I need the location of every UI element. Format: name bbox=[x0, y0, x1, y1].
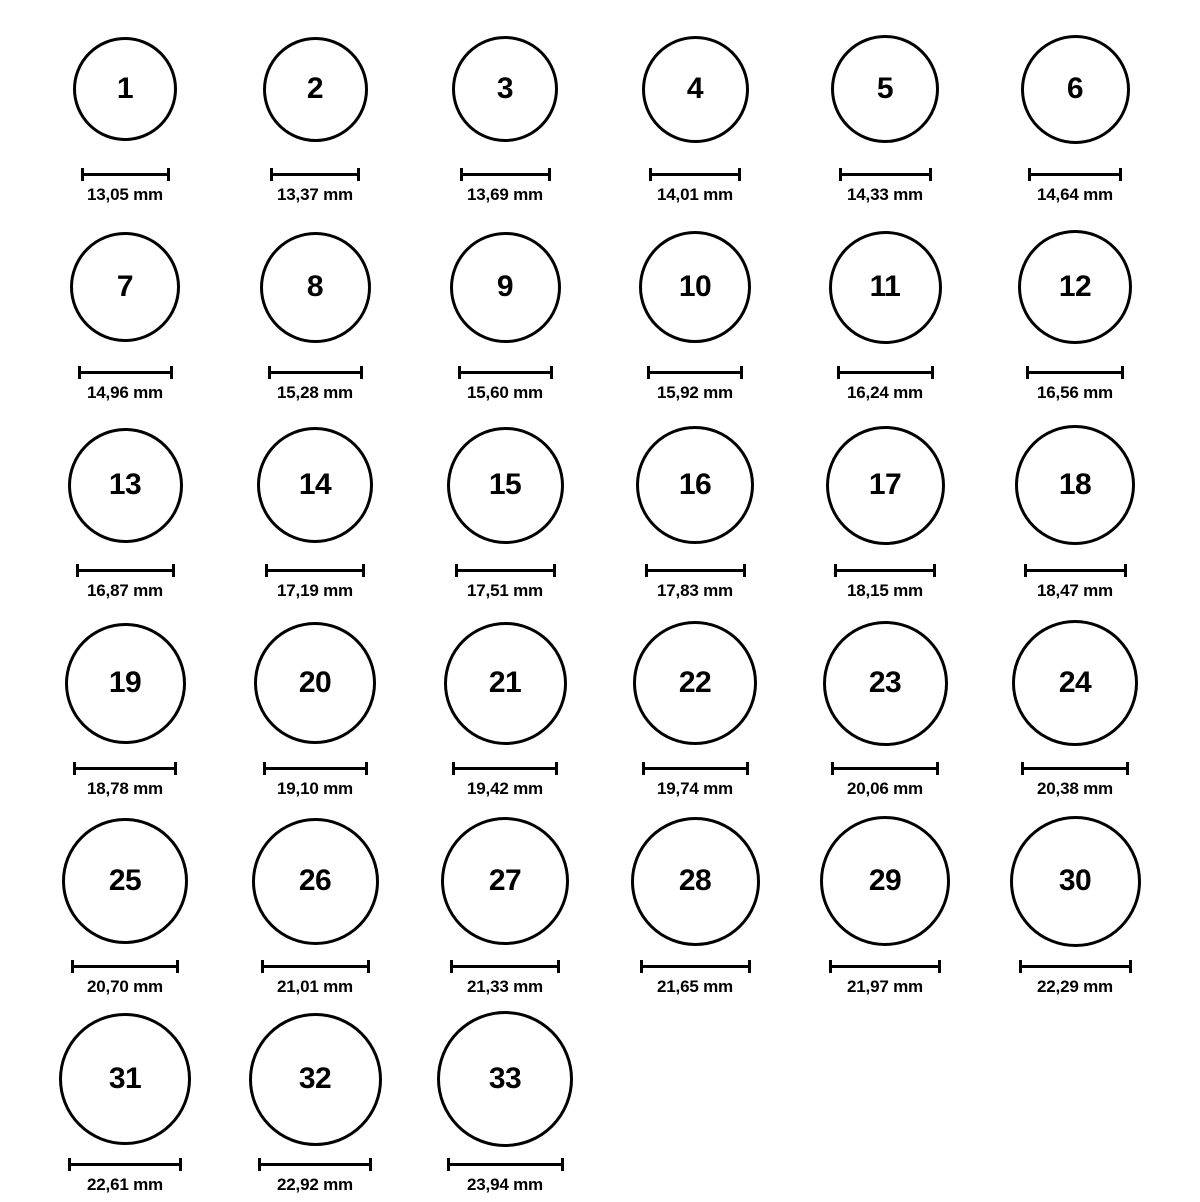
dimension-cap-left-icon bbox=[1021, 762, 1024, 775]
ring-size-label: 23 bbox=[868, 666, 902, 699]
ring-diameter-text: 19,42 mm bbox=[467, 779, 543, 798]
dimension-cap-left-icon bbox=[265, 564, 268, 577]
ring-diameter-text: 20,70 mm bbox=[87, 977, 163, 996]
ring-dimension bbox=[78, 366, 173, 403]
dimension-cap-left-icon bbox=[81, 168, 84, 181]
dimension-cap-left-icon bbox=[73, 762, 76, 775]
dimension-cap-right-icon bbox=[938, 960, 941, 973]
ring-diameter-text: 14,01 mm bbox=[657, 185, 733, 204]
dimension-line-icon bbox=[447, 1158, 564, 1170]
ring-size-label: 4 bbox=[686, 72, 704, 105]
ring-size-label: 32 bbox=[298, 1062, 332, 1095]
dimension-line-icon bbox=[71, 960, 179, 972]
ring-circle-icon bbox=[254, 622, 376, 744]
dimension-cap-right-icon bbox=[1121, 366, 1124, 379]
ring-size-label: 7 bbox=[116, 270, 134, 303]
dimension-cap-right-icon bbox=[179, 1158, 182, 1171]
ring-diameter-text: 20,38 mm bbox=[1037, 779, 1113, 798]
dimension-cap-right-icon bbox=[748, 960, 751, 973]
dimension-line-icon bbox=[73, 762, 177, 774]
dimension-cap-right-icon bbox=[929, 168, 932, 181]
dimension-cap-right-icon bbox=[1124, 564, 1127, 577]
ring-dimension bbox=[1024, 564, 1127, 601]
ring-diameter-text: 21,01 mm bbox=[277, 977, 353, 996]
ring-circle-wrap bbox=[252, 806, 379, 956]
ring-size-cell bbox=[410, 212, 600, 410]
dimension-cap-right-icon bbox=[553, 564, 556, 577]
ring-size-label: 29 bbox=[868, 864, 902, 897]
dimension-cap-left-icon bbox=[71, 960, 74, 973]
ring-circle-wrap bbox=[249, 1004, 382, 1154]
ring-size-cell bbox=[600, 608, 790, 806]
ring-circle-icon bbox=[70, 232, 180, 342]
ring-size-cell bbox=[410, 806, 600, 1004]
ring-circle-wrap bbox=[447, 410, 564, 560]
ring-circle-wrap bbox=[257, 410, 373, 560]
ring-circle-wrap bbox=[1015, 410, 1135, 560]
ring-circle-wrap bbox=[62, 806, 188, 956]
ring-size-label: 18 bbox=[1058, 468, 1092, 501]
ring-circle-wrap bbox=[59, 1004, 191, 1154]
dimension-cap-left-icon bbox=[1019, 960, 1022, 973]
ring-dimension bbox=[839, 168, 932, 205]
ring-circle-wrap bbox=[254, 608, 376, 758]
ring-diameter-text: 21,65 mm bbox=[657, 977, 733, 996]
ring-dimension bbox=[837, 366, 934, 403]
ring-diameter-text: 17,51 mm bbox=[467, 581, 543, 600]
ring-circle-icon bbox=[1018, 230, 1132, 344]
ring-size-label: 33 bbox=[488, 1062, 522, 1095]
ring-size-cell bbox=[410, 14, 600, 212]
ring-circle-icon bbox=[437, 1011, 573, 1147]
ring-dimension bbox=[649, 168, 741, 205]
dimension-cap-right-icon bbox=[746, 762, 749, 775]
dimension-cap-left-icon bbox=[450, 960, 453, 973]
ring-size-label: 5 bbox=[876, 72, 894, 105]
ring-circle-icon bbox=[263, 37, 368, 142]
ring-size-cell bbox=[30, 1004, 220, 1202]
ring-circle-icon bbox=[252, 818, 379, 945]
dimension-line-icon bbox=[458, 366, 553, 378]
ring-size-cell bbox=[600, 410, 790, 608]
ring-circle-icon bbox=[639, 231, 751, 343]
ring-dimension bbox=[1028, 168, 1122, 205]
ring-dimension bbox=[261, 960, 370, 997]
dimension-cap-left-icon bbox=[458, 366, 461, 379]
ring-size-label: 26 bbox=[298, 864, 332, 897]
ring-circle-icon bbox=[831, 35, 939, 143]
dimension-line-icon bbox=[268, 366, 363, 378]
dimension-cap-left-icon bbox=[1024, 564, 1027, 577]
ring-diameter-text: 22,29 mm bbox=[1037, 977, 1113, 996]
dimension-cap-left-icon bbox=[68, 1158, 71, 1171]
ring-size-label: 6 bbox=[1066, 72, 1084, 105]
dimension-cap-left-icon bbox=[647, 366, 650, 379]
ring-circle-wrap bbox=[1012, 608, 1138, 758]
dimension-line-icon bbox=[455, 564, 556, 576]
ring-circle-icon bbox=[257, 427, 373, 543]
ring-circle-wrap bbox=[636, 410, 754, 560]
dimension-cap-left-icon bbox=[645, 564, 648, 577]
dimension-line-icon bbox=[460, 168, 551, 180]
ring-circle-icon bbox=[441, 817, 569, 945]
dimension-line-icon bbox=[261, 960, 370, 972]
ring-dimension bbox=[460, 168, 551, 205]
ring-dimension bbox=[263, 762, 368, 799]
ring-circle-wrap bbox=[70, 212, 180, 362]
ring-diameter-text: 16,87 mm bbox=[87, 581, 163, 600]
dimension-cap-right-icon bbox=[936, 762, 939, 775]
ring-circle-icon bbox=[826, 426, 945, 545]
dimension-cap-right-icon bbox=[360, 366, 363, 379]
dimension-cap-left-icon bbox=[831, 762, 834, 775]
ring-circle-wrap bbox=[260, 212, 371, 362]
ring-circle-icon bbox=[62, 818, 188, 944]
ring-circle-wrap bbox=[826, 410, 945, 560]
ring-diameter-text: 18,15 mm bbox=[847, 581, 923, 600]
ring-diameter-text: 14,96 mm bbox=[87, 383, 163, 402]
dimension-line-icon bbox=[1019, 960, 1132, 972]
ring-size-cell bbox=[600, 212, 790, 410]
dimension-cap-left-icon bbox=[452, 762, 455, 775]
dimension-cap-left-icon bbox=[258, 1158, 261, 1171]
ring-circle-icon bbox=[1012, 620, 1138, 746]
dimension-cap-right-icon bbox=[557, 960, 560, 973]
ring-size-cell bbox=[30, 410, 220, 608]
ring-circle-wrap bbox=[1021, 14, 1130, 164]
ring-circle-wrap bbox=[437, 1004, 573, 1154]
ring-diameter-text: 19,10 mm bbox=[277, 779, 353, 798]
ring-circle-wrap bbox=[444, 608, 567, 758]
ring-dimension bbox=[73, 762, 177, 799]
ring-size-cell bbox=[980, 14, 1170, 212]
dimension-cap-left-icon bbox=[263, 762, 266, 775]
ring-size-cell bbox=[790, 608, 980, 806]
ring-diameter-text: 14,33 mm bbox=[847, 185, 923, 204]
dimension-cap-right-icon bbox=[170, 366, 173, 379]
dimension-line-icon bbox=[78, 366, 173, 378]
ring-circle-wrap bbox=[631, 806, 760, 956]
ring-dimension bbox=[1026, 366, 1124, 403]
dimension-cap-left-icon bbox=[78, 366, 81, 379]
ring-dimension bbox=[834, 564, 936, 601]
dimension-cap-left-icon bbox=[460, 168, 463, 181]
ring-diameter-text: 21,97 mm bbox=[847, 977, 923, 996]
ring-dimension bbox=[81, 168, 170, 205]
ring-size-label: 22 bbox=[678, 666, 712, 699]
ring-circle-wrap bbox=[73, 14, 177, 164]
ring-size-label: 8 bbox=[306, 270, 324, 303]
ring-circle-wrap bbox=[452, 14, 558, 164]
ring-circle-icon bbox=[1015, 425, 1135, 545]
ring-size-cell bbox=[410, 410, 600, 608]
ring-dimension bbox=[455, 564, 556, 601]
dimension-line-icon bbox=[258, 1158, 372, 1170]
dimension-line-icon bbox=[68, 1158, 182, 1170]
ring-circle-wrap bbox=[831, 14, 939, 164]
ring-size-cell bbox=[600, 806, 790, 1004]
ring-circle-icon bbox=[249, 1013, 382, 1146]
ring-circle-wrap bbox=[633, 608, 757, 758]
dimension-line-icon bbox=[645, 564, 746, 576]
ring-circle-icon bbox=[260, 232, 371, 343]
ring-size-cell bbox=[980, 608, 1170, 806]
ring-circle-wrap bbox=[1018, 212, 1132, 362]
ring-size-label: 20 bbox=[298, 666, 332, 699]
ring-dimension bbox=[270, 168, 360, 205]
ring-diameter-text: 15,60 mm bbox=[467, 383, 543, 402]
dimension-cap-right-icon bbox=[1126, 762, 1129, 775]
ring-circle-icon bbox=[65, 623, 186, 744]
ring-size-label: 10 bbox=[678, 270, 712, 303]
ring-circle-icon bbox=[450, 232, 561, 343]
ring-size-label: 1 bbox=[116, 72, 134, 105]
ring-diameter-text: 23,94 mm bbox=[467, 1175, 543, 1194]
ring-size-cell bbox=[220, 608, 410, 806]
dimension-cap-right-icon bbox=[172, 564, 175, 577]
dimension-line-icon bbox=[1024, 564, 1127, 576]
ring-circle-icon bbox=[823, 621, 948, 746]
ring-circle-icon bbox=[636, 426, 754, 544]
ring-size-cell bbox=[790, 212, 980, 410]
ring-diameter-text: 13,37 mm bbox=[277, 185, 353, 204]
dimension-cap-right-icon bbox=[561, 1158, 564, 1171]
ring-diameter-text: 17,19 mm bbox=[277, 581, 353, 600]
ring-size-cell bbox=[220, 410, 410, 608]
dimension-line-icon bbox=[649, 168, 741, 180]
dimension-line-icon bbox=[263, 762, 368, 774]
ring-size-label: 31 bbox=[108, 1062, 142, 1095]
ring-dimension bbox=[450, 960, 560, 997]
ring-dimension bbox=[645, 564, 746, 601]
ring-circle-wrap bbox=[1010, 806, 1141, 956]
ring-dimension bbox=[71, 960, 179, 997]
ring-diameter-text: 17,83 mm bbox=[657, 581, 733, 600]
ring-diameter-text: 13,05 mm bbox=[87, 185, 163, 204]
ring-diameter-text: 16,56 mm bbox=[1037, 383, 1113, 402]
ring-size-label: 25 bbox=[108, 864, 142, 897]
ring-circle-wrap bbox=[642, 14, 749, 164]
dimension-cap-left-icon bbox=[1028, 168, 1031, 181]
dimension-cap-right-icon bbox=[167, 168, 170, 181]
ring-diameter-text: 13,69 mm bbox=[467, 185, 543, 204]
ring-circle-icon bbox=[447, 427, 564, 544]
ring-size-label: 14 bbox=[298, 468, 332, 501]
dimension-line-icon bbox=[831, 762, 939, 774]
ring-size-label: 15 bbox=[488, 468, 522, 501]
ring-size-cell bbox=[30, 608, 220, 806]
ring-size-label: 12 bbox=[1058, 270, 1092, 303]
ring-circle-icon bbox=[68, 428, 183, 543]
ring-dimension bbox=[640, 960, 751, 997]
ring-size-label: 9 bbox=[496, 270, 514, 303]
dimension-cap-right-icon bbox=[362, 564, 365, 577]
ring-circle-icon bbox=[829, 231, 942, 344]
ring-size-label: 2 bbox=[306, 72, 324, 105]
ring-size-cell bbox=[980, 410, 1170, 608]
ring-diameter-text: 15,28 mm bbox=[277, 383, 353, 402]
dimension-line-icon bbox=[270, 168, 360, 180]
ring-size-cell bbox=[220, 1004, 410, 1202]
dimension-line-icon bbox=[829, 960, 941, 972]
ring-diameter-text: 15,92 mm bbox=[657, 383, 733, 402]
ring-circle-icon bbox=[73, 37, 177, 141]
dimension-cap-left-icon bbox=[839, 168, 842, 181]
ring-size-grid bbox=[30, 14, 1170, 1202]
dimension-cap-left-icon bbox=[829, 960, 832, 973]
dimension-cap-right-icon bbox=[176, 960, 179, 973]
dimension-cap-left-icon bbox=[76, 564, 79, 577]
ring-circle-icon bbox=[452, 36, 558, 142]
dimension-line-icon bbox=[450, 960, 560, 972]
dimension-cap-left-icon bbox=[834, 564, 837, 577]
ring-diameter-text: 18,47 mm bbox=[1037, 581, 1113, 600]
dimension-line-icon bbox=[640, 960, 751, 972]
dimension-cap-right-icon bbox=[743, 564, 746, 577]
dimension-cap-left-icon bbox=[447, 1158, 450, 1171]
ring-size-cell bbox=[220, 806, 410, 1004]
dimension-cap-left-icon bbox=[649, 168, 652, 181]
ring-circle-wrap bbox=[829, 212, 942, 362]
ring-circle-wrap bbox=[68, 410, 183, 560]
ring-circle-wrap bbox=[65, 608, 186, 758]
dimension-cap-left-icon bbox=[455, 564, 458, 577]
ring-circle-wrap bbox=[639, 212, 751, 362]
ring-dimension bbox=[265, 564, 365, 601]
ring-diameter-text: 19,74 mm bbox=[657, 779, 733, 798]
ring-size-cell bbox=[220, 14, 410, 212]
ring-size-cell bbox=[410, 608, 600, 806]
ring-diameter-text: 22,61 mm bbox=[87, 1175, 163, 1194]
ring-diameter-text: 18,78 mm bbox=[87, 779, 163, 798]
ring-size-cell bbox=[410, 1004, 600, 1202]
dimension-cap-right-icon bbox=[555, 762, 558, 775]
dimension-line-icon bbox=[265, 564, 365, 576]
ring-dimension bbox=[1021, 762, 1129, 799]
dimension-cap-left-icon bbox=[270, 168, 273, 181]
ring-size-label: 16 bbox=[678, 468, 712, 501]
dimension-cap-right-icon bbox=[738, 168, 741, 181]
ring-dimension bbox=[268, 366, 363, 403]
ring-circle-wrap bbox=[820, 806, 950, 956]
dimension-cap-left-icon bbox=[640, 960, 643, 973]
ring-circle-icon bbox=[631, 817, 760, 946]
ring-size-cell bbox=[30, 806, 220, 1004]
dimension-line-icon bbox=[834, 564, 936, 576]
dimension-cap-right-icon bbox=[369, 1158, 372, 1171]
ring-dimension bbox=[642, 762, 749, 799]
ring-circle-icon bbox=[444, 622, 567, 745]
dimension-line-icon bbox=[76, 564, 175, 576]
ring-size-cell bbox=[600, 14, 790, 212]
ring-circle-wrap bbox=[450, 212, 561, 362]
dimension-cap-right-icon bbox=[931, 366, 934, 379]
ring-diameter-text: 14,64 mm bbox=[1037, 185, 1113, 204]
dimension-cap-right-icon bbox=[174, 762, 177, 775]
ring-size-label: 28 bbox=[678, 864, 712, 897]
dimension-cap-right-icon bbox=[365, 762, 368, 775]
dimension-cap-right-icon bbox=[1119, 168, 1122, 181]
ring-circle-icon bbox=[59, 1013, 191, 1145]
ring-size-cell bbox=[980, 212, 1170, 410]
ring-dimension bbox=[76, 564, 175, 601]
ring-size-label: 13 bbox=[108, 468, 142, 501]
ring-dimension bbox=[258, 1158, 372, 1195]
dimension-cap-left-icon bbox=[1026, 366, 1029, 379]
dimension-cap-right-icon bbox=[550, 366, 553, 379]
dimension-line-icon bbox=[642, 762, 749, 774]
ring-dimension bbox=[829, 960, 941, 997]
ring-size-cell bbox=[980, 806, 1170, 1004]
ring-circle-icon bbox=[820, 816, 950, 946]
ring-dimension bbox=[458, 366, 553, 403]
ring-diameter-text: 21,33 mm bbox=[467, 977, 543, 996]
ring-circle-wrap bbox=[263, 14, 368, 164]
dimension-line-icon bbox=[81, 168, 170, 180]
ring-size-cell bbox=[220, 212, 410, 410]
dimension-cap-right-icon bbox=[1129, 960, 1132, 973]
ring-size-label: 30 bbox=[1058, 864, 1092, 897]
dimension-cap-right-icon bbox=[548, 168, 551, 181]
ring-circle-icon bbox=[1010, 816, 1141, 947]
dimension-cap-right-icon bbox=[357, 168, 360, 181]
dimension-line-icon bbox=[1028, 168, 1122, 180]
ring-size-cell bbox=[30, 14, 220, 212]
ring-size-label: 27 bbox=[488, 864, 522, 897]
ring-size-cell bbox=[790, 410, 980, 608]
dimension-line-icon bbox=[839, 168, 932, 180]
dimension-line-icon bbox=[1026, 366, 1124, 378]
dimension-cap-right-icon bbox=[367, 960, 370, 973]
ring-size-cell bbox=[790, 806, 980, 1004]
dimension-cap-right-icon bbox=[740, 366, 743, 379]
ring-size-cell bbox=[30, 212, 220, 410]
ring-dimension bbox=[68, 1158, 182, 1195]
ring-size-label: 19 bbox=[108, 666, 142, 699]
dimension-cap-left-icon bbox=[837, 366, 840, 379]
ring-size-label: 17 bbox=[868, 468, 902, 501]
ring-circle-icon bbox=[642, 36, 749, 143]
ring-diameter-text: 16,24 mm bbox=[847, 383, 923, 402]
ring-size-cell bbox=[790, 14, 980, 212]
ring-dimension bbox=[831, 762, 939, 799]
ring-circle-icon bbox=[633, 621, 757, 745]
dimension-cap-left-icon bbox=[642, 762, 645, 775]
ring-diameter-text: 20,06 mm bbox=[847, 779, 923, 798]
ring-dimension bbox=[1019, 960, 1132, 997]
ring-size-label: 24 bbox=[1058, 666, 1092, 699]
dimension-cap-left-icon bbox=[261, 960, 264, 973]
dimension-line-icon bbox=[837, 366, 934, 378]
ring-circle-wrap bbox=[441, 806, 569, 956]
ring-size-label: 21 bbox=[488, 666, 522, 699]
ring-dimension bbox=[447, 1158, 564, 1195]
ring-circle-wrap bbox=[823, 608, 948, 758]
ring-circle-icon bbox=[1021, 35, 1130, 144]
ring-diameter-text: 22,92 mm bbox=[277, 1175, 353, 1194]
dimension-cap-right-icon bbox=[933, 564, 936, 577]
dimension-line-icon bbox=[647, 366, 743, 378]
ring-size-label: 11 bbox=[869, 270, 901, 303]
dimension-cap-left-icon bbox=[268, 366, 271, 379]
dimension-line-icon bbox=[1021, 762, 1129, 774]
ring-dimension bbox=[647, 366, 743, 403]
ring-dimension bbox=[452, 762, 558, 799]
ring-size-label: 3 bbox=[496, 72, 514, 105]
dimension-line-icon bbox=[452, 762, 558, 774]
